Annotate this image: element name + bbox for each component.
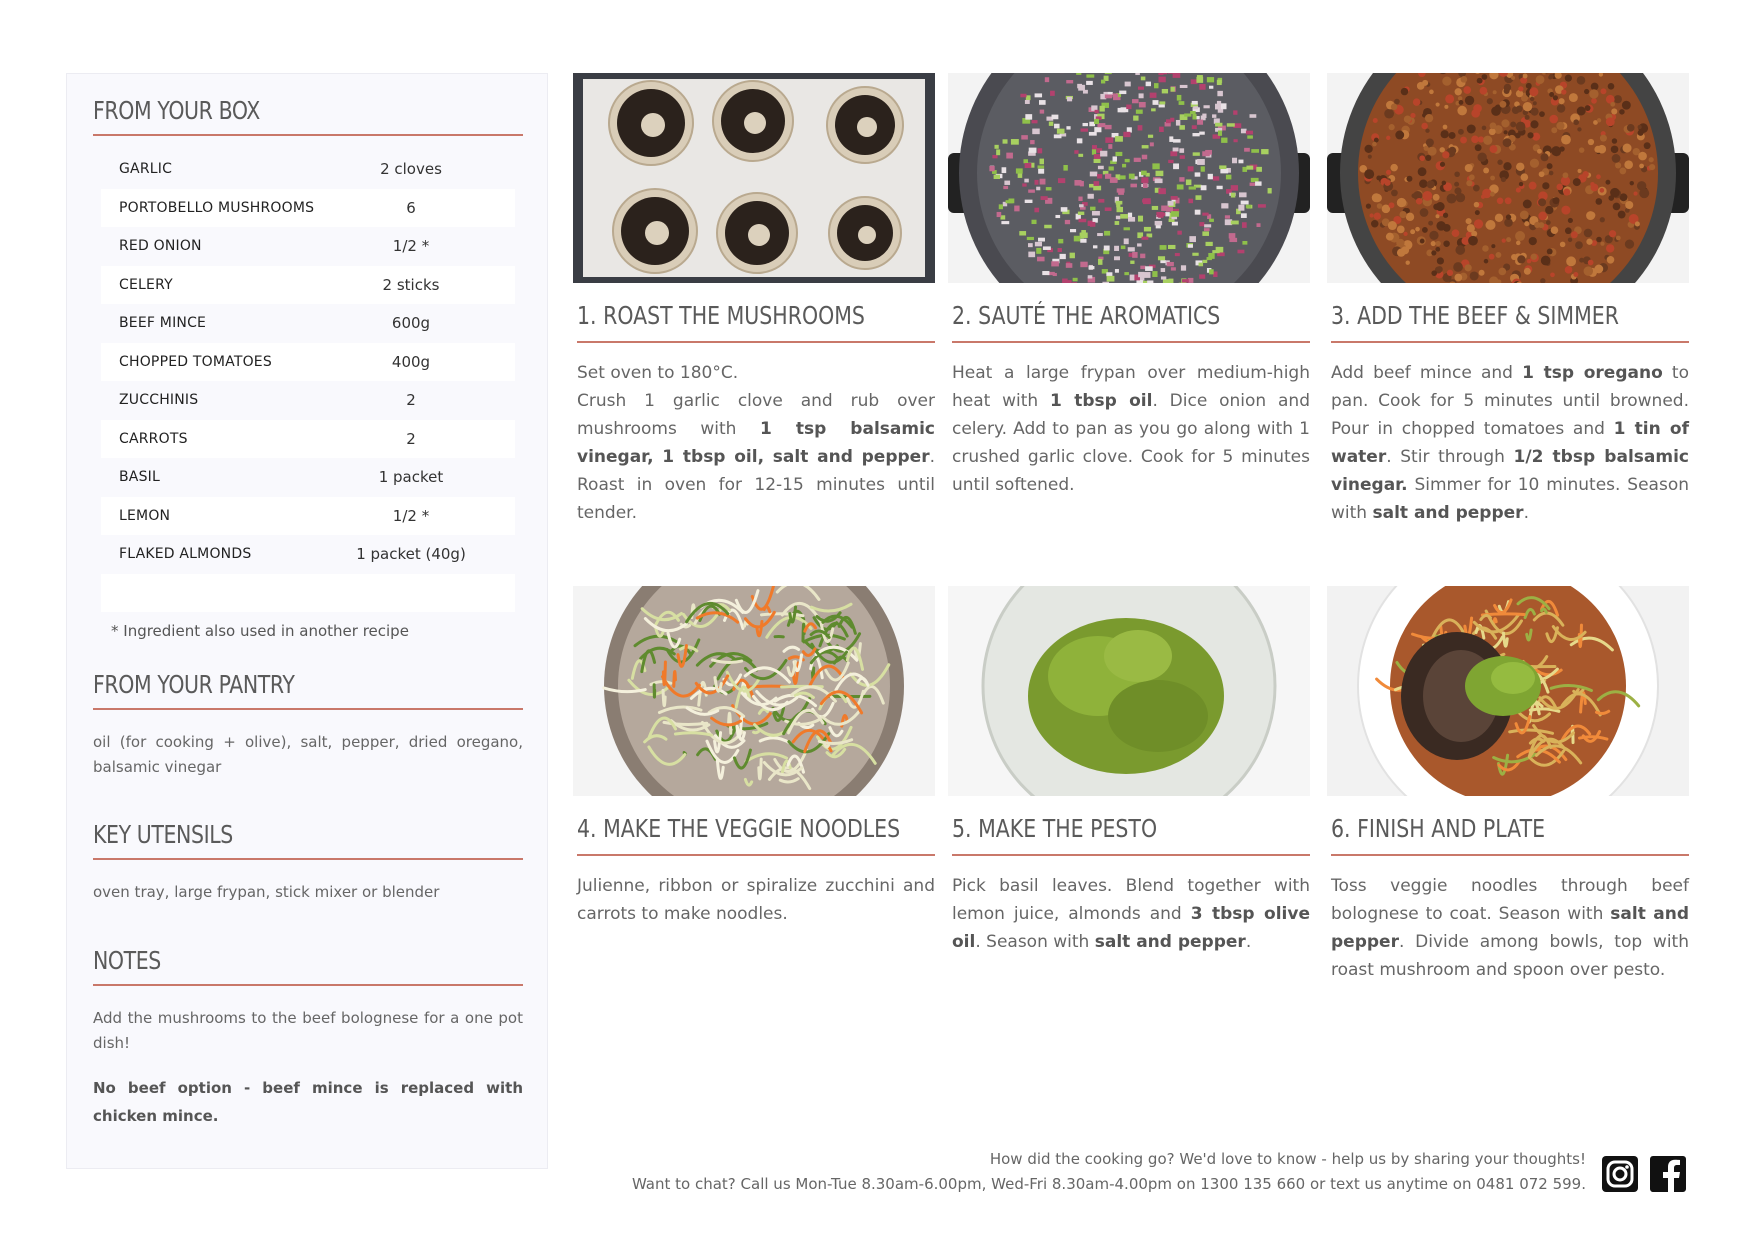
section-divider <box>93 134 523 136</box>
step-text-run: Heat a large frypan over medium-high heat with <box>952 363 1310 411</box>
step-1-text <box>577 359 935 527</box>
step-text-emphasis: salt and pepper <box>1372 503 1524 523</box>
step-text-run: Add beef mince and <box>1331 363 1523 383</box>
instagram-icon[interactable] <box>1602 1156 1638 1192</box>
step-1-title: 1. ROAST THE MUSHROOMS <box>577 301 865 330</box>
step-6-title: 6. FINISH AND PLATE <box>1331 814 1546 843</box>
section-divider <box>93 708 523 710</box>
ingredient-row <box>101 381 515 420</box>
step-text-run: Julienne, ribbon or spiralize zucchini and carrots to make noodles. <box>577 876 935 924</box>
ingredient-name: CELERY <box>119 276 173 293</box>
step-2-text <box>952 359 1310 499</box>
ingredient-name: RED ONION <box>119 238 202 255</box>
step-text-run: . Dice onion and celery. Add to pan as you go along with 1 crushed garlic clove. Cook for 5 minutes until softened. <box>952 391 1310 495</box>
ingredient-quantity: 1 packet <box>378 468 444 487</box>
step-divider <box>952 341 1310 343</box>
ingredient-quantity: 2 <box>406 391 416 410</box>
step-text-emphasis: salt and pepper <box>1094 932 1246 952</box>
ingredient-row <box>101 497 515 536</box>
facebook-icon[interactable] <box>1650 1156 1686 1192</box>
ingredient-quantity: 2 sticks <box>382 275 440 294</box>
ingredient-row <box>101 574 515 613</box>
step-text-emphasis: salt and pepper <box>1331 904 1689 952</box>
ingredient-quantity: 1 packet (40g) <box>356 545 466 564</box>
mushrooms-on-tray-image <box>573 73 935 283</box>
ingredient-quantity: 1/2 * <box>392 506 430 525</box>
step-text-run: Toss veggie noodles through beef bolognese to coat. Season with <box>1331 876 1689 924</box>
ingredient-row <box>101 150 515 189</box>
step-2-photo <box>948 73 1310 283</box>
step-text-run: to pan. Cook for 5 minutes until browned. Pour in chopped tomatoes and <box>1331 363 1689 439</box>
ingredient-quantity: 6 <box>406 198 416 217</box>
veggie-noodles-bowl-image <box>573 586 935 796</box>
section-divider <box>93 858 523 860</box>
step-divider <box>1331 854 1689 856</box>
step-text-emphasis: 1 tsp oregano <box>1522 363 1663 383</box>
ingredient-table <box>101 150 515 612</box>
step-6-photo <box>1327 586 1689 796</box>
ingredient-quantity: 2 cloves <box>380 160 442 179</box>
ingredient-note: * Ingredient also used in another recipe <box>111 622 409 640</box>
step-text-run: . Stir through <box>1386 447 1514 467</box>
ingredient-row <box>101 420 515 459</box>
step-5-title: 5. MAKE THE PESTO <box>952 814 1158 843</box>
step-text-emphasis: 1 tbsp oil <box>1050 391 1153 411</box>
step-text-emphasis: 1 tsp balsamic vinegar, 1 tbsp oil, salt and pepper <box>577 419 935 467</box>
pantry-text: oil (for cooking + olive), salt, pepper, dried oregano, balsamic vinegar <box>93 733 523 776</box>
ingredient-quantity: 400g <box>391 352 431 371</box>
step-text-emphasis: 1 tin of water <box>1331 419 1690 467</box>
ingredient-row <box>101 458 515 497</box>
step-text-run: Crush 1 garlic clove and rub over mushrooms with <box>577 391 935 439</box>
step-5-text <box>952 872 1310 956</box>
step-text-run: . <box>1245 932 1252 952</box>
step-divider <box>1331 341 1689 343</box>
step-text-run: . Roast in oven for 12-15 minutes until tender. <box>577 447 935 523</box>
step-1-photo <box>573 73 935 283</box>
from-your-pantry-title: FROM YOUR PANTRY <box>93 670 295 699</box>
step-5-photo <box>948 586 1310 796</box>
step-3-title: 3. ADD THE BEEF & SIMMER <box>1331 301 1620 330</box>
notes-bold-text: No beef option - beef mince is replaced with chicken mince. <box>93 1079 523 1125</box>
ingredient-name: LEMON <box>119 507 171 524</box>
ingredient-name: FLAKED ALMONDS <box>119 546 252 563</box>
utensils-text: oven tray, large frypan, stick mixer or blender <box>93 883 440 901</box>
step-4-photo <box>573 586 935 796</box>
step-2-title: 2. SAUTÉ THE AROMATICS <box>952 301 1221 330</box>
ingredient-name: BEEF MINCE <box>119 315 207 332</box>
notes-text: Add the mushrooms to the beef bolognese for a one pot dish! <box>93 1009 523 1052</box>
pesto-bowl-image <box>948 586 1310 796</box>
contact-line: Want to chat? Call us Mon-Tue 8.30am-6.00pm, Wed-Fri 8.30am-4.00pm on 1300 135 660 or text us anytime on 0481 072 599. <box>631 1175 1586 1193</box>
ingredient-row <box>101 304 515 343</box>
step-6-text <box>1331 872 1689 984</box>
ingredient-name: CHOPPED TOMATOES <box>119 353 272 370</box>
step-divider <box>577 854 935 856</box>
ingredient-row <box>101 189 515 228</box>
step-divider <box>577 341 935 343</box>
section-divider <box>93 984 523 986</box>
step-text-run: . Season with <box>975 932 1095 952</box>
ingredient-row <box>101 535 515 574</box>
step-text-run: . <box>1523 503 1529 523</box>
ingredient-name: CARROTS <box>119 430 188 447</box>
ingredient-row <box>101 343 515 382</box>
ingredients-sidebar <box>66 73 548 1169</box>
beef-bolognese-pan-image <box>1327 73 1689 283</box>
ingredient-name: BASIL <box>119 469 160 486</box>
ingredient-name: GARLIC <box>119 161 173 178</box>
step-4-title: 4. MAKE THE VEGGIE NOODLES <box>577 814 901 843</box>
step-text-run: Pick basil leaves. Blend together with lemon juice, almonds and <box>952 876 1310 924</box>
notes-title: NOTES <box>93 946 161 975</box>
from-your-box-title: FROM YOUR BOX <box>93 96 260 125</box>
step-text-emphasis: 3 tbsp olive oil <box>952 904 1310 952</box>
ingredient-name: PORTOBELLO MUSHROOMS <box>119 199 315 216</box>
step-3-text <box>1331 359 1689 527</box>
ingredient-name: ZUCCHINIS <box>119 392 199 409</box>
step-4-text <box>577 872 935 928</box>
step-divider <box>952 854 1310 856</box>
ingredient-quantity: 2 <box>406 429 416 448</box>
step-text-run: Simmer for 10 minutes. Season with <box>1331 475 1689 523</box>
step-text-run: Set oven to 180°C. <box>577 363 739 383</box>
ingredient-row <box>101 227 515 266</box>
step-text-emphasis: 1/2 tbsp balsamic vinegar. <box>1331 447 1689 495</box>
feedback-line: How did the cooking go? We'd love to know - help us by sharing your thoughts! <box>989 1150 1586 1168</box>
step-text-run: . Divide among bowls, top with roast mushroom and spoon over pesto. <box>1331 932 1689 980</box>
onion-celery-pan-image <box>948 73 1310 283</box>
ingredient-row <box>101 266 515 305</box>
step-3-photo <box>1327 73 1689 283</box>
key-utensils-title: KEY UTENSILS <box>93 820 233 849</box>
plated-dish-image <box>1327 586 1689 796</box>
ingredient-quantity: 1/2 * <box>392 237 430 256</box>
ingredient-quantity: 600g <box>391 314 431 333</box>
